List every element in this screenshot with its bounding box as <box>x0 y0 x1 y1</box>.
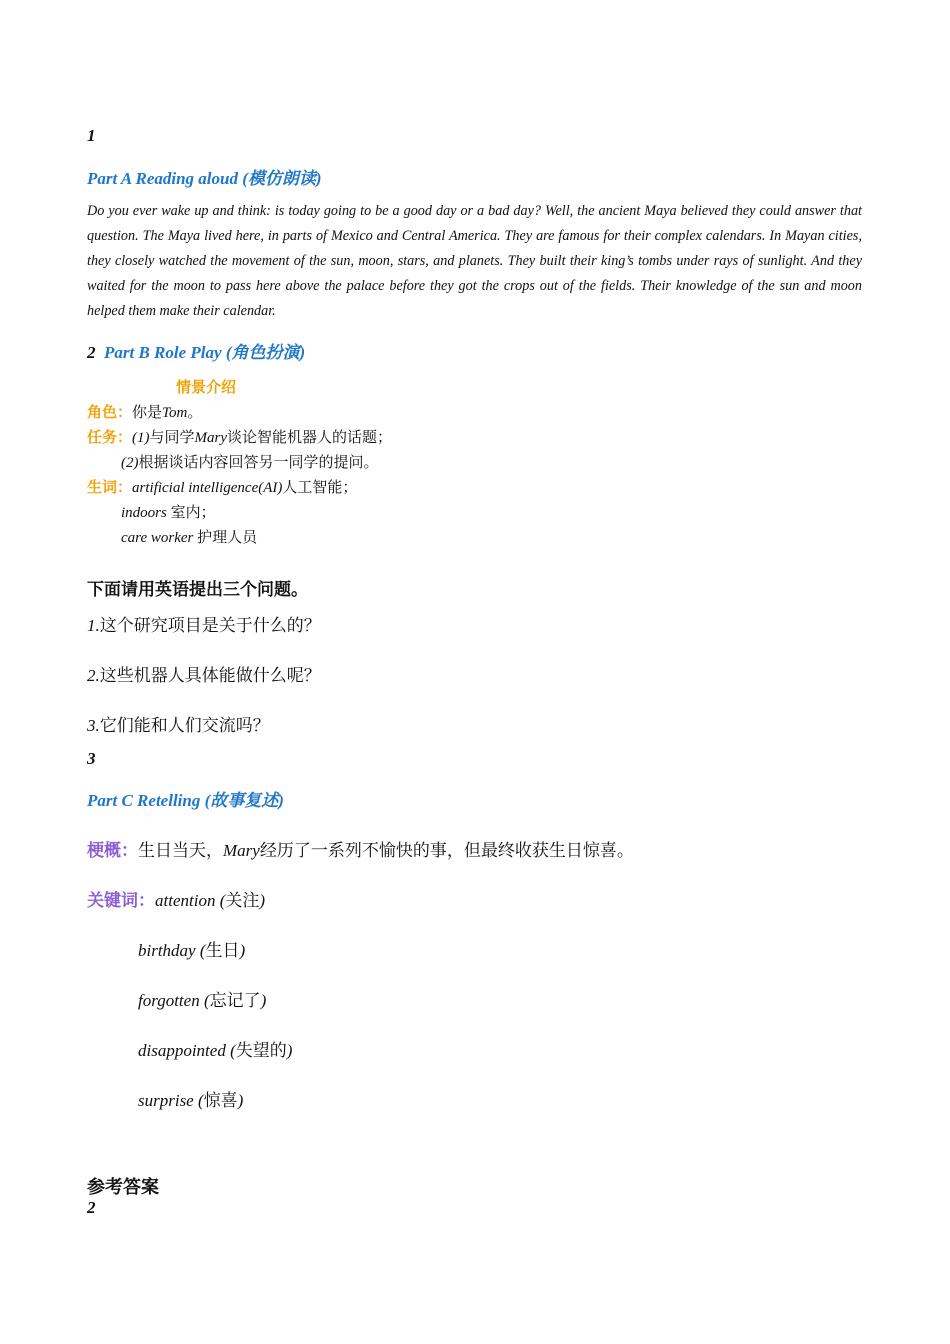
keyword-en: disappointed <box>138 1041 226 1060</box>
keyword-item: forgotten (忘记了) <box>138 991 267 1011</box>
vocab-label: 生词： <box>87 478 133 496</box>
scenario-title: 情景介绍 <box>176 378 237 396</box>
task-1-post: 谈论智能机器人的话题； <box>227 428 393 446</box>
role-name: Tom <box>162 405 188 421</box>
vocab-zh: 室内； <box>170 503 216 521</box>
keyword-item: disappointed (失望的) <box>138 1041 293 1061</box>
vocab-en: artificial intelligence(AI) <box>132 480 283 496</box>
keywords-label: 关键词： <box>87 891 155 911</box>
task-label: 任务： <box>87 428 133 446</box>
role-text: 你是 <box>132 403 163 421</box>
question-item <box>87 661 321 686</box>
answers-number: 2 <box>87 1198 96 1217</box>
answers-title: 参考答案 <box>87 1177 159 1198</box>
vocab-en: indoors <box>121 505 171 521</box>
part-b-title: Part B Role Play (角色扮演) <box>104 343 306 362</box>
summary-post: 经历了一系列不愉快的事，但最终收获生日惊喜。 <box>259 841 634 861</box>
section-number-1: 1 <box>87 126 96 145</box>
questions-title: 下面请用英语提出三个问题。 <box>87 580 308 600</box>
keyword-zh: 忘记了 <box>209 991 261 1011</box>
keyword-item: birthday (生日) <box>138 941 246 961</box>
keyword-zh: 失望的 <box>235 1041 287 1061</box>
part-a-heading: Part A Reading aloud (模仿朗读) <box>87 169 322 188</box>
role-line <box>87 401 202 422</box>
task-1-pre: 与同学 <box>149 428 195 446</box>
task-2-num: (2) <box>121 455 139 471</box>
reading-passage: Do you ever wake up and think: is today going to be a good day or a bad day? Well, the ancient Maya believed they could answer that question. The Maya lived here, in parts of Mexico and Central America. They are famous for their complex calendars. In Mayan cities, they closely watched the movement of the sun, moon, stars, and planets. They built their king’s tombs under rays of sunlight. And they waited for the moon to pass here above the palace before they got the crops out of the fields. Their knowledge of the sun and moon helped them make their calendar. <box>87 203 862 319</box>
task-line-2 <box>121 451 379 472</box>
section-number-3: 3 <box>87 749 96 768</box>
keyword-item: surprise (惊喜) <box>138 1091 244 1111</box>
question-text: 它们能和人们交流吗？ <box>99 716 270 736</box>
keyword-en: forgotten <box>138 991 200 1010</box>
keyword-zh: 惊喜 <box>203 1091 238 1111</box>
part-b-heading <box>87 338 305 363</box>
vocab-en: care worker <box>121 530 198 546</box>
keywords-line: 关键词：attention (关注) <box>87 891 266 911</box>
summary-line <box>87 836 634 861</box>
role-end: 。 <box>187 403 203 421</box>
task-line-1 <box>87 426 392 447</box>
task-1-num: (1) <box>132 430 150 446</box>
vocab-zh: 护理人员 <box>197 528 258 546</box>
role-label: 角色： <box>87 403 133 421</box>
vocab-zh: 人工智能； <box>282 478 358 496</box>
vocab-line-1 <box>87 476 357 497</box>
summary-pre: 生日当天， <box>138 841 223 861</box>
question-item <box>87 611 321 636</box>
question-text: 这些机器人具体能做什么呢？ <box>99 666 321 686</box>
summary-name: Mary <box>223 841 260 860</box>
keyword-zh: 关注 <box>225 891 260 911</box>
question-number: 1. <box>87 616 100 635</box>
task-1-name: Mary <box>194 430 228 446</box>
question-item <box>87 711 270 736</box>
summary-label: 梗概： <box>87 841 138 861</box>
vocab-line-3 <box>121 526 257 547</box>
keyword-en: surprise <box>138 1091 194 1110</box>
vocab-line-2 <box>121 501 216 522</box>
task-2-text: 根据谈话内容回答另一同学的提问。 <box>138 453 379 471</box>
question-number: 3. <box>87 716 100 735</box>
question-number: 2. <box>87 666 100 685</box>
question-text: 这个研究项目是关于什么的？ <box>99 616 321 636</box>
part-c-heading: Part C Retelling (故事复述) <box>87 791 284 810</box>
keyword-en: birthday <box>138 941 196 960</box>
section-number-2: 2 <box>87 343 96 362</box>
keyword-zh: 生日 <box>205 941 240 961</box>
keyword-en: attention <box>155 891 216 910</box>
